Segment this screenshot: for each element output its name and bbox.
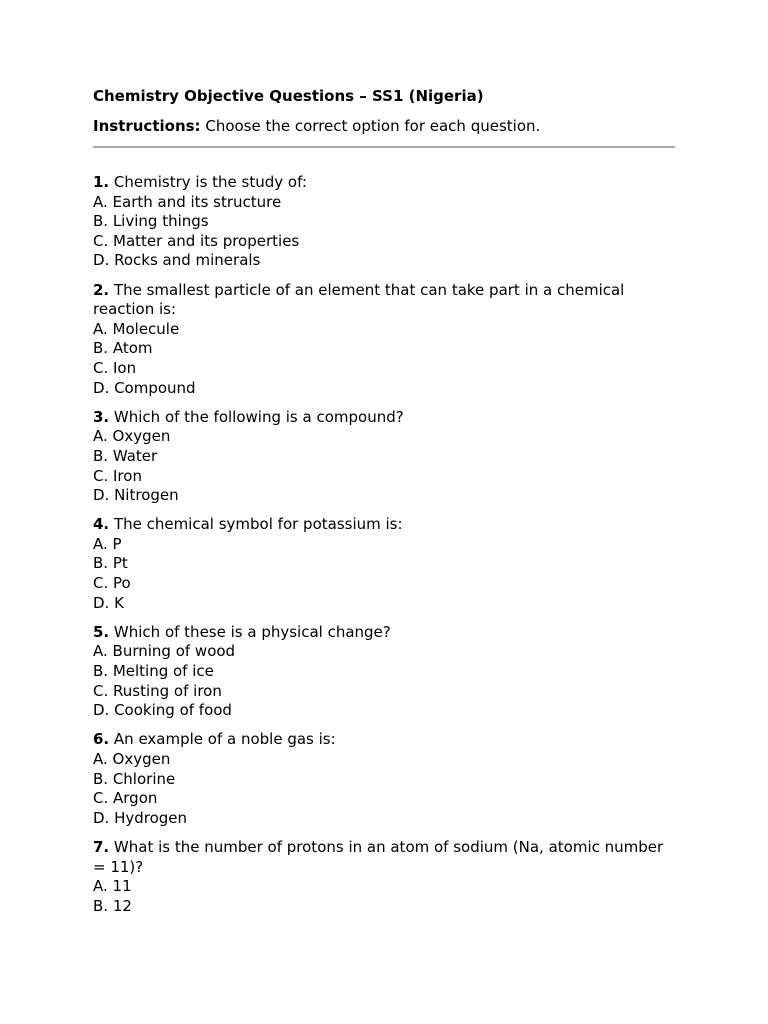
question-5 [93, 623, 675, 721]
answer-option: D. Compound [93, 378, 196, 397]
answer-option: D. Rocks and minerals [93, 251, 261, 270]
instructions-text: Choose the correct option for each question. [205, 117, 541, 135]
question-list [93, 173, 675, 926]
question-text: Which of the following is a compound? [113, 407, 404, 426]
question-3 [93, 408, 675, 506]
answer-option: C. Po [93, 574, 131, 593]
question-4 [93, 515, 675, 613]
answer-option: B. Water [93, 446, 158, 465]
question-stem [93, 515, 675, 535]
question-7 [93, 838, 675, 916]
question-number: 4. [93, 515, 110, 534]
answer-option: A. Oxygen [93, 427, 171, 446]
question-text: What is the number of protons in an atom of sodium (Na, atomic number = 11)? [93, 837, 664, 876]
question-text: The smallest particle of an element that can take part in a chemical reaction is: [93, 280, 625, 319]
question-text: Which of these is a physical change? [113, 622, 391, 641]
question-number: 2. [93, 280, 110, 299]
divider [93, 146, 675, 148]
answer-option: A. Molecule [93, 319, 180, 338]
question-text: An example of a noble gas is: [113, 730, 336, 749]
question-text: Chemistry is the study of: [113, 173, 307, 191]
answer-option: A. Earth and its structure [93, 192, 282, 211]
answer-option: A. Burning of wood [93, 642, 236, 661]
answer-option: B. Melting of ice [93, 662, 214, 681]
question-text: The chemical symbol for potassium is: [113, 515, 403, 534]
answer-option: D. Nitrogen [93, 486, 179, 505]
question-stem [93, 730, 675, 750]
answer-option: C. Rusting of iron [93, 681, 222, 700]
question-number: 6. [93, 730, 110, 749]
answer-option: B. Pt [93, 554, 128, 573]
question-stem [93, 408, 675, 428]
answer-option: B. Chlorine [93, 769, 176, 788]
answer-option: A. 11 [93, 877, 132, 896]
question-stem [93, 623, 675, 643]
question-stem [93, 281, 675, 320]
answer-option: B. Atom [93, 339, 153, 358]
answer-option: C. Ion [93, 358, 137, 377]
answer-option: D. K [93, 593, 124, 612]
answer-option: A. P [93, 534, 122, 553]
question-number: 5. [93, 622, 110, 641]
question-6 [93, 730, 675, 828]
answer-option: C. Argon [93, 789, 158, 808]
document-title: Chemistry Objective Questions – SS1 (Nigeria) [93, 87, 484, 105]
question-stem [93, 838, 675, 877]
answer-option: D. Hydrogen [93, 808, 188, 827]
instructions [93, 116, 540, 136]
answer-option: C. Matter and its properties [93, 231, 300, 250]
question-stem [93, 173, 675, 193]
answer-option: B. Living things [93, 212, 209, 231]
answer-option: D. Cooking of food [93, 701, 232, 720]
question-number: 1. [93, 173, 110, 191]
question-2 [93, 281, 675, 399]
answer-option: C. Iron [93, 466, 142, 485]
question-1 [93, 173, 675, 271]
answer-option: B. 12 [93, 896, 132, 915]
instructions-label: Instructions: [93, 117, 201, 135]
question-number: 3. [93, 407, 110, 426]
question-number: 7. [93, 837, 110, 856]
answer-option: A. Oxygen [93, 750, 171, 768]
